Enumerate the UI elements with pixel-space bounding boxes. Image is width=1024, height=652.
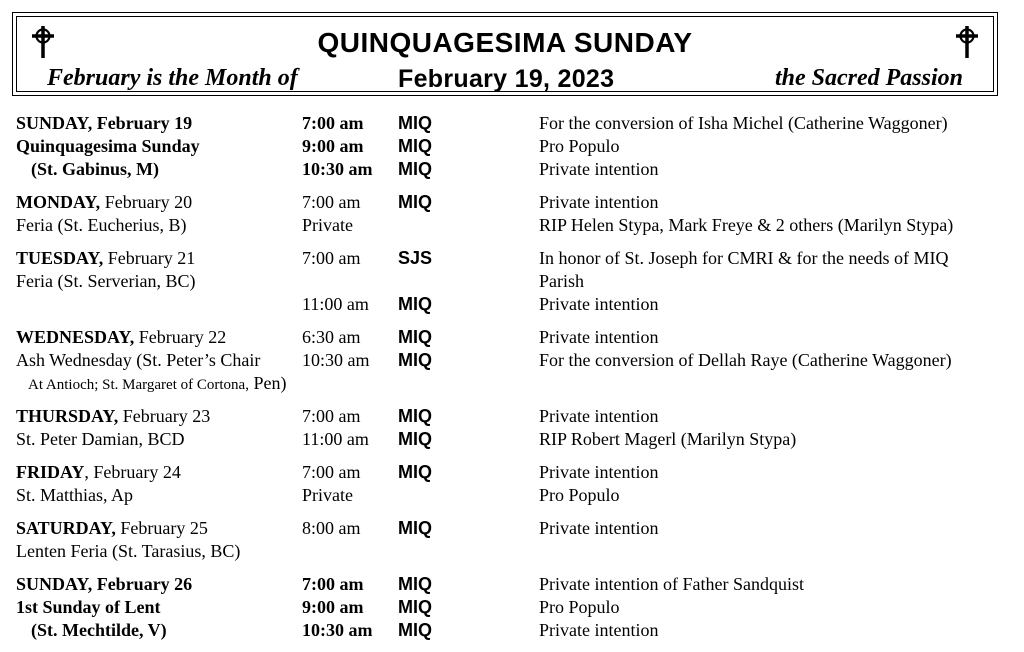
- mass-time: 11:00 am: [302, 294, 369, 314]
- mass-intention: Private intention: [539, 620, 659, 640]
- mass-location: MIQ: [398, 518, 432, 538]
- day-block-thursday: [16, 405, 1016, 451]
- mass-location: MIQ: [398, 327, 432, 347]
- mass-time: Private: [302, 215, 353, 235]
- schedule-row: [16, 135, 1016, 158]
- mass-intention: Pro Populo: [539, 136, 620, 156]
- day-label: SATURDAY, February 25: [16, 518, 208, 538]
- day-block-tuesday: [16, 247, 1016, 316]
- day-label: WEDNESDAY, February 22: [16, 327, 227, 347]
- day-label: MONDAY, February 20: [16, 192, 193, 212]
- day-label: SUNDAY, February 26: [16, 574, 193, 594]
- schedule-row: [16, 372, 1016, 395]
- schedule-row: [16, 349, 1016, 372]
- feast-label: Feria (St. Eucherius, B): [16, 215, 187, 235]
- schedule-row: [16, 270, 1016, 293]
- mass-intention: Private intention: [539, 159, 659, 179]
- mass-intention: Private intention: [539, 406, 659, 426]
- mass-intention: Pro Populo: [539, 485, 620, 505]
- schedule-row: [16, 619, 1016, 642]
- mass-location: MIQ: [398, 429, 432, 449]
- schedule-row: [16, 112, 1016, 135]
- feast-label: Feria (St. Serverian, BC): [16, 271, 196, 291]
- mass-intention: Private intention: [539, 518, 659, 538]
- schedule-row: [16, 573, 1016, 596]
- schedule-row: [16, 428, 1016, 451]
- schedule-row: [16, 158, 1016, 181]
- mass-time: 7:00 am: [302, 406, 361, 426]
- page-title: QUINQUAGESIMA SUNDAY: [317, 27, 693, 58]
- day-block-wednesday: [16, 326, 1016, 395]
- feast-label: St. Peter Damian, BCD: [16, 429, 185, 449]
- mass-location: MIQ: [398, 406, 432, 426]
- mass-intention: Pro Populo: [539, 597, 620, 617]
- schedule-row: [16, 484, 1016, 507]
- schedule-row: [16, 596, 1016, 619]
- mass-location: MIQ: [398, 159, 432, 179]
- schedule-row: [16, 293, 1016, 316]
- mass-time: 7:00 am: [302, 462, 361, 482]
- mass-intention: Private intention: [539, 327, 659, 347]
- day-label: THURSDAY, February 23: [16, 406, 211, 426]
- mass-intention: In honor of St. Joseph for CMRI & for the needs of MIQ: [539, 248, 949, 268]
- mass-time: 9:00 am: [302, 597, 364, 617]
- mass-intention-continued: Parish: [539, 271, 584, 291]
- schedule-row: [16, 540, 1016, 563]
- schedule-row: [16, 517, 1016, 540]
- mass-time: 7:00 am: [302, 574, 364, 594]
- mass-time: 10:30 am: [302, 350, 370, 370]
- mass-intention: Private intention: [539, 294, 659, 314]
- feast-label: 1st Sunday of Lent: [16, 597, 161, 617]
- mass-time: Private: [302, 485, 353, 505]
- feast-label-continued: At Antioch; St. Margaret of Cortona, Pen): [28, 373, 287, 393]
- day-block-sunday-feb-19: [16, 112, 1016, 181]
- schedule-row: [16, 326, 1016, 349]
- mass-schedule: [16, 112, 1016, 652]
- feast-label: Quinquagesima Sunday: [16, 136, 200, 156]
- month-dedication-right: the Sacred Passion: [774, 65, 963, 91]
- day-block-friday: [16, 461, 1016, 507]
- commemoration-label: (St. Gabinus, M): [31, 159, 160, 179]
- mass-time: 8:00 am: [302, 518, 361, 538]
- mass-intention: Private intention of Father Sandquist: [539, 574, 804, 594]
- schedule-row: [16, 247, 1016, 270]
- schedule-row: [16, 191, 1016, 214]
- day-label: TUESDAY, February 21: [16, 248, 196, 268]
- mass-location: MIQ: [398, 350, 432, 370]
- mass-location: MIQ: [398, 620, 432, 640]
- mass-time: 6:30 am: [302, 327, 361, 347]
- schedule-row: [16, 461, 1016, 484]
- mass-location: MIQ: [398, 462, 432, 482]
- mass-time: 10:30 am: [302, 620, 373, 640]
- mass-location: MIQ: [398, 597, 432, 617]
- day-block-sunday-feb-26: [16, 573, 1016, 642]
- mass-time: 7:00 am: [302, 192, 361, 212]
- mass-intention: RIP Robert Magerl (Marilyn Stypa): [539, 429, 797, 449]
- mass-intention: For the conversion of Isha Michel (Catherine Waggoner): [539, 113, 948, 133]
- mass-time: 7:00 am: [302, 113, 364, 133]
- day-block-monday: [16, 191, 1016, 237]
- mass-time: 11:00 am: [302, 429, 369, 449]
- mass-time: 10:30 am: [302, 159, 373, 179]
- mass-location: MIQ: [398, 136, 432, 156]
- day-block-saturday: [16, 517, 1016, 563]
- mass-location: SJS: [398, 248, 433, 268]
- mass-location: MIQ: [398, 113, 432, 133]
- bulletin-date: February 19, 2023: [398, 65, 615, 93]
- feast-label: Lenten Feria (St. Tarasius, BC): [16, 541, 241, 561]
- feast-label: Ash Wednesday (St. Peter’s Chair: [16, 350, 261, 370]
- mass-location: MIQ: [398, 294, 432, 314]
- mass-time: 7:00 am: [302, 248, 361, 268]
- mass-intention: Private intention: [539, 192, 659, 212]
- month-dedication-left: February is the Month of: [47, 65, 298, 91]
- mass-intention: For the conversion of Dellah Raye (Catherine Waggoner): [539, 350, 952, 370]
- mass-intention: Private intention: [539, 462, 659, 482]
- mass-intention: RIP Helen Stypa, Mark Freye & 2 others (Marilyn Stypa): [539, 215, 954, 235]
- day-label: SUNDAY, February 19: [16, 113, 193, 133]
- commemoration-label: (St. Mechtilde, V): [31, 620, 167, 640]
- mass-time: 9:00 am: [302, 136, 364, 156]
- bulletin-header: [12, 12, 998, 96]
- mass-location: MIQ: [398, 192, 432, 212]
- mass-location: MIQ: [398, 574, 432, 594]
- schedule-row: [16, 405, 1016, 428]
- schedule-row: [16, 214, 1016, 237]
- feast-label: St. Matthias, Ap: [16, 485, 134, 505]
- day-label: FRIDAY, February 24: [16, 462, 181, 482]
